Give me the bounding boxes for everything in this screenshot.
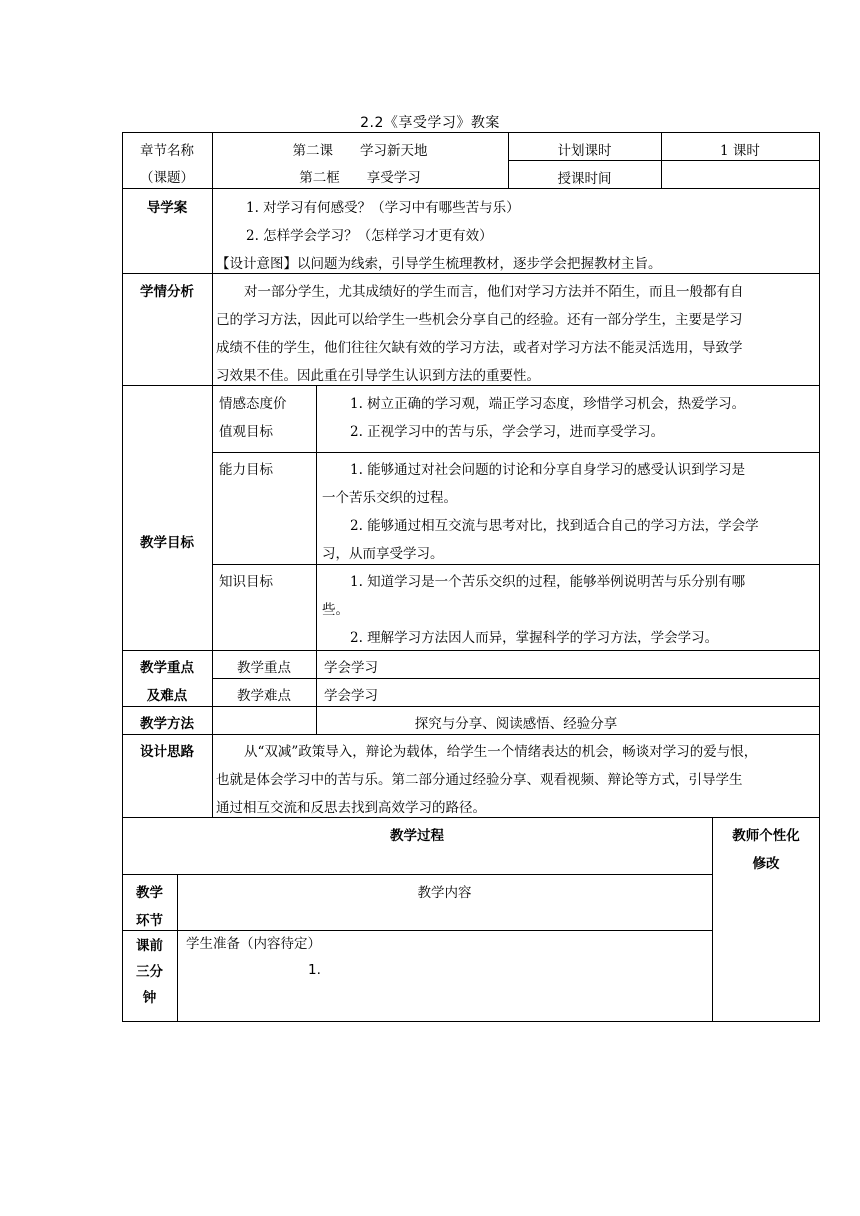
analysis-line-2: 己的学习方法，因此可以给学生一些机会分享自己的经验。还有一部分学生，主要是学习 bbox=[216, 312, 743, 328]
table-line bbox=[212, 564, 820, 565]
process-header: 教学过程 bbox=[390, 828, 444, 844]
pre-stage-label-2: 三分 bbox=[136, 964, 163, 980]
knowledge-objective-1: 1. 知道学习是一个苦乐交织的过程，能够举例说明苦与乐分别有哪 bbox=[350, 574, 746, 590]
knowledge-objective-label: 知识目标 bbox=[219, 574, 273, 590]
design-line-1: 从“双减”政策导入，辩论为载体，给学生一个情绪表达的机会，畅谈对学习的爱与恨， bbox=[244, 744, 758, 760]
analysis-line-3: 成绩不佳的学生，他们往往欠缺有效的学习方法，或者对学习方法不能灵活选用，导致学 bbox=[216, 340, 743, 356]
design-intent: 【设计意图】以问题为线索，引导学生梳理教材，逐步学会把握教材主旨。 bbox=[216, 256, 662, 272]
pre-stage-label-3: 钟 bbox=[142, 990, 157, 1006]
emotion-objective-label: 情感态度价 bbox=[219, 396, 287, 412]
knowledge-objective-2: 2. 理解学习方法因人而异，掌握科学的学习方法，学会学习。 bbox=[350, 630, 719, 646]
table-line bbox=[212, 452, 820, 453]
ability-objective-1-cont: 一个苦乐交织的过程。 bbox=[322, 490, 457, 506]
objectives-label: 教学目标 bbox=[140, 535, 194, 551]
section-name: 第二框 享受学习 bbox=[299, 170, 421, 186]
pre-content-item: 1. bbox=[308, 962, 321, 978]
table-line bbox=[819, 132, 820, 1022]
teach-time-label: 授课时间 bbox=[557, 171, 612, 187]
design-line-3: 通过相互交流和反思去找到高效学习的路径。 bbox=[216, 800, 486, 816]
method-value: 探究与分享、阅读感悟、经验分享 bbox=[414, 716, 618, 732]
ability-objective-1: 1. 能够通过对社会问题的讨论和分享自身学习的感受认识到学习是 bbox=[350, 462, 746, 478]
document-title: 2.2《享受学习》教案 bbox=[360, 115, 500, 131]
stage-label-sub: 环节 bbox=[136, 913, 163, 929]
method-label: 教学方法 bbox=[140, 716, 194, 732]
difficulty-label: 教学难点 bbox=[237, 688, 291, 704]
ability-objective-label: 能力目标 bbox=[219, 462, 273, 478]
plan-hours-value: 1 课时 bbox=[720, 143, 760, 159]
lesson-name: 第二课 学习新天地 bbox=[292, 143, 428, 159]
design-label: 设计思路 bbox=[140, 744, 194, 760]
guide-item-1: 1. 对学习有何感受？（学习中有哪些苦与乐） bbox=[246, 200, 520, 216]
content-header: 教学内容 bbox=[417, 885, 472, 901]
table-line bbox=[122, 1021, 820, 1022]
focus-label: 教学重点 bbox=[237, 660, 291, 676]
design-line-2: 也就是体会学习中的苦与乐。第二部分通过经验分享、观看视频、辩论等方式，引导学生 bbox=[216, 772, 743, 788]
table-line bbox=[122, 132, 820, 133]
analysis-line-1: 对一部分学生，尤其成绩好的学生而言，他们对学习方法并不陌生，而且一般都有自 bbox=[244, 284, 744, 300]
emotion-objective-1: 1. 树立正确的学习观，端正学习态度，珍惜学习机会，热爱学习。 bbox=[350, 396, 746, 412]
plan-hours-label: 计划课时 bbox=[557, 143, 612, 159]
stage-label: 教学 bbox=[136, 885, 163, 901]
pre-content-title: 学生准备（内容待定） bbox=[186, 936, 321, 952]
emotion-objective-label-sub: 值观目标 bbox=[219, 424, 273, 440]
teacher-column-header: 教师个性化 bbox=[732, 828, 800, 844]
table-line bbox=[316, 385, 317, 734]
key-points-label-sub: 及难点 bbox=[146, 688, 188, 704]
chapter-label-sub: （课题） bbox=[140, 170, 194, 186]
focus-value: 学会学习 bbox=[324, 660, 378, 676]
teacher-column-header-sub: 修改 bbox=[752, 856, 780, 872]
ability-objective-2: 2. 能够通过相互交流与思考对比，找到适合自己的学习方法，学会学 bbox=[350, 518, 759, 534]
difficulty-value: 学会学习 bbox=[324, 688, 378, 704]
emotion-objective-2: 2. 正视学习中的苦与乐，学会学习，进而享受学习。 bbox=[350, 424, 665, 440]
knowledge-objective-1-cont: 些。 bbox=[322, 602, 349, 618]
guide-label: 导学案 bbox=[146, 200, 188, 216]
analysis-line-4: 习效果不佳。因此重在引导学生认识到方法的重要性。 bbox=[216, 368, 540, 384]
chapter-label: 章节名称 bbox=[140, 143, 194, 159]
key-points-label: 教学重点 bbox=[140, 660, 194, 676]
guide-item-2: 2. 怎样学会学习？（怎样学习才更有效） bbox=[246, 228, 493, 244]
pre-stage-label: 课前 bbox=[136, 938, 163, 954]
ability-objective-2-cont: 习，从而享受学习。 bbox=[322, 546, 444, 562]
table-line bbox=[122, 874, 712, 875]
analysis-label: 学情分析 bbox=[140, 284, 194, 300]
